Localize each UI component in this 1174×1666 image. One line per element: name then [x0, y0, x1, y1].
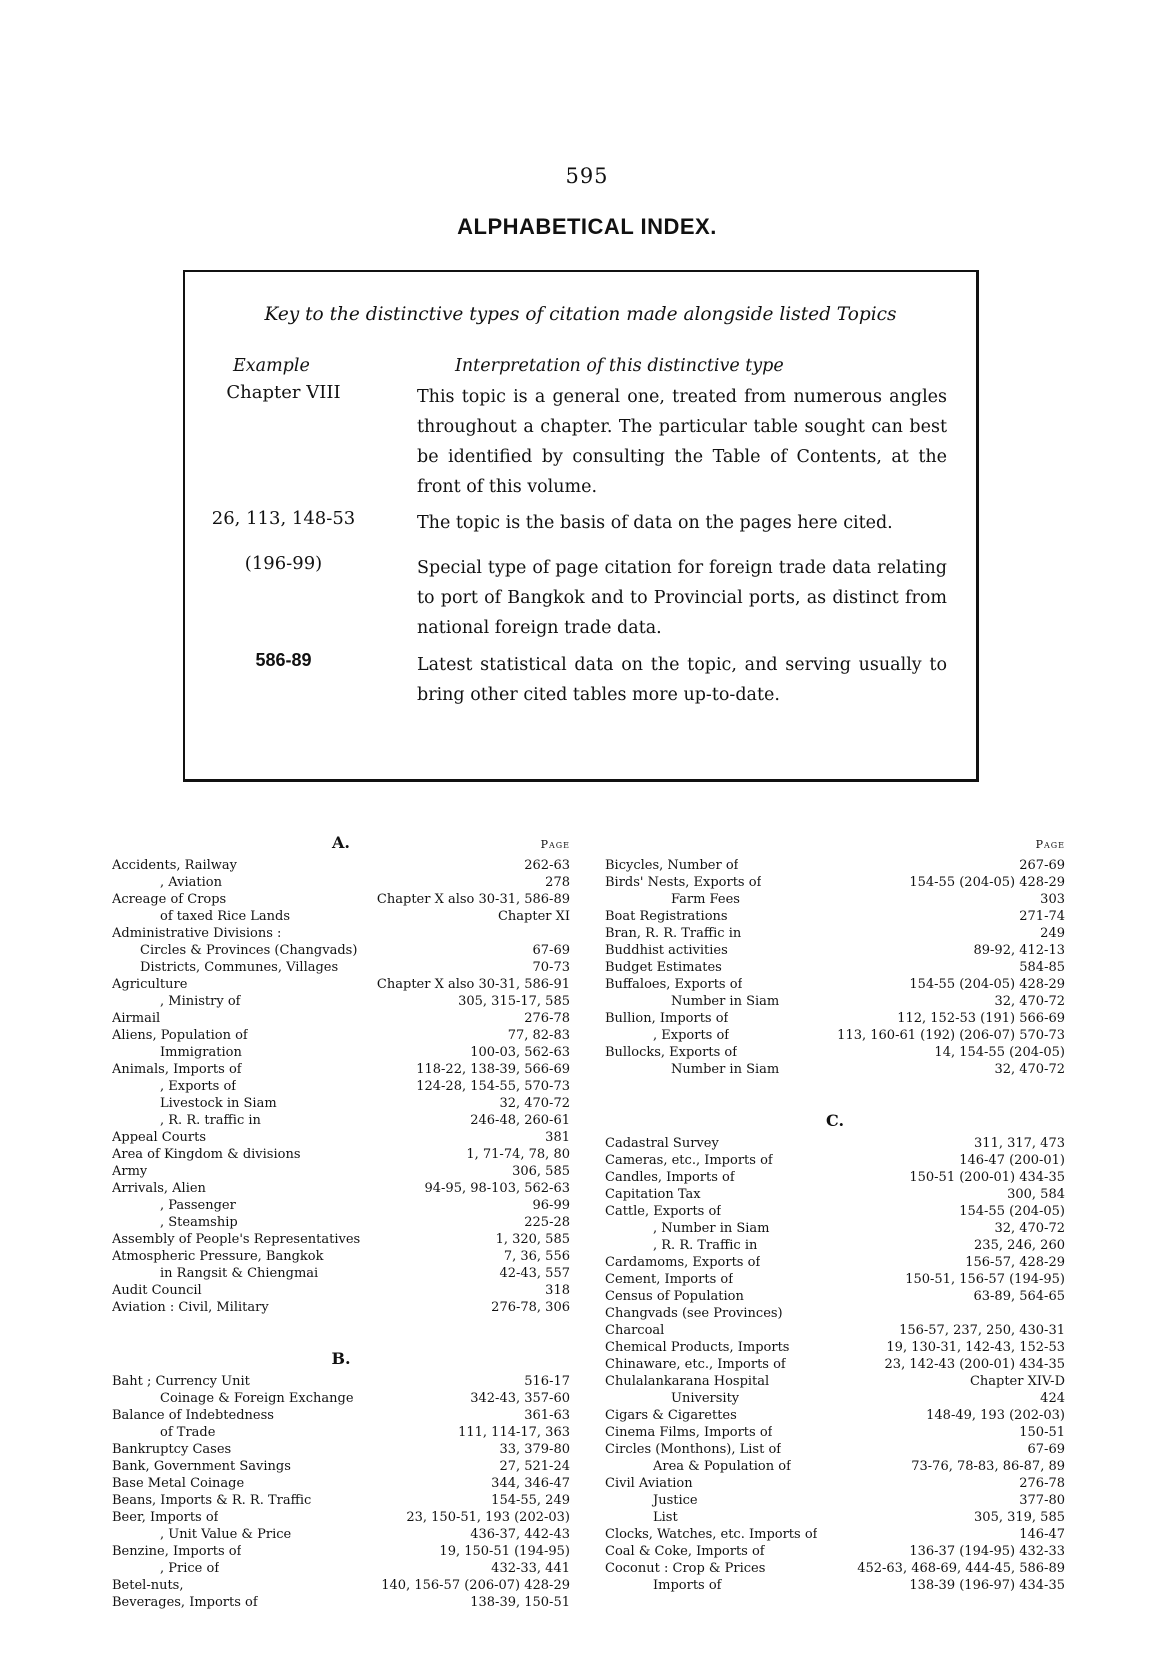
index-entry	[112, 1282, 570, 1299]
page-column-label: Page	[1035, 838, 1065, 851]
index-entry	[605, 1010, 1065, 1027]
index-pages: 377-80	[1019, 1493, 1065, 1508]
index-topic: Bran, R. R. Traffic in	[605, 926, 742, 941]
index-pages: 14, 154-55 (204-05)	[934, 1045, 1065, 1060]
index-pages: 452-63, 468-69, 444-45, 586-89	[857, 1561, 1065, 1576]
index-entry	[112, 857, 570, 874]
index-pages: 303	[1040, 892, 1065, 907]
index-entry	[112, 1407, 570, 1424]
index-list-b	[112, 1373, 570, 1611]
section-letter: C.	[825, 1111, 845, 1130]
index-entry	[605, 1169, 1065, 1186]
index-entry	[112, 1492, 570, 1509]
index-pages: 1, 320, 585	[495, 1232, 570, 1247]
index-entry	[605, 976, 1065, 993]
index-entry	[605, 1509, 1065, 1526]
index-entry	[112, 1475, 570, 1492]
index-entry	[605, 1526, 1065, 1543]
index-pages: 424	[1040, 1391, 1065, 1406]
index-pages: 1, 71-74, 78, 80	[466, 1147, 570, 1162]
index-entry	[112, 1458, 570, 1475]
index-entry	[112, 1112, 570, 1129]
index-topic: of Trade	[160, 1425, 216, 1440]
page-column-label: Page	[540, 838, 570, 851]
key-example: 26, 113, 148-53	[211, 508, 356, 529]
index-pages: 148-49, 193 (202-03)	[926, 1408, 1065, 1423]
index-topic: Balance of Indebtedness	[112, 1408, 274, 1423]
index-topic: Candles, Imports of	[605, 1170, 735, 1185]
index-topic: Assembly of People's Representatives	[112, 1232, 361, 1247]
index-entry	[112, 959, 570, 976]
index-entry	[112, 891, 570, 908]
index-topic: Coconut : Crop & Prices	[605, 1561, 766, 1576]
key-interpretation-header: Interpretation of this distinctive type	[455, 356, 784, 376]
index-pages: 150-51, 156-57 (194-95)	[905, 1272, 1065, 1287]
index-entry	[605, 1271, 1065, 1288]
index-pages: 100-03, 562-63	[470, 1045, 570, 1060]
index-pages: 154-55 (204-05) 428-29	[909, 875, 1065, 890]
key-interpretation: The topic is the basis of data on the pages here cited.	[417, 513, 893, 533]
index-topic: Audit Council	[112, 1283, 202, 1298]
index-topic: , Passenger	[160, 1198, 236, 1213]
index-pages: 138-39, 150-51	[470, 1595, 570, 1610]
index-list-c	[605, 1135, 1065, 1594]
index-topic: Livestock in Siam	[160, 1096, 277, 1111]
index-entry	[605, 942, 1065, 959]
index-pages: 67-69	[532, 943, 570, 958]
index-topic: , R. R. traffic in	[160, 1113, 261, 1128]
section-letter: B.	[331, 1349, 351, 1368]
section-header-c	[605, 1110, 1065, 1135]
index-pages: 276-78	[1019, 1476, 1065, 1491]
index-pages: 150-51	[1019, 1425, 1065, 1440]
index-pages: 89-92, 412-13	[973, 943, 1065, 958]
index-entry	[605, 1560, 1065, 1577]
index-pages: 305, 319, 585	[974, 1510, 1065, 1525]
index-entry	[112, 1180, 570, 1197]
index-pages: 63-89, 564-65	[973, 1289, 1065, 1304]
index-entry	[112, 1163, 570, 1180]
index-entry	[112, 1248, 570, 1265]
index-topic: Cattle, Exports of	[605, 1204, 722, 1219]
index-entry	[112, 1214, 570, 1231]
index-topic: , Price of	[160, 1561, 220, 1576]
index-pages: 225-28	[524, 1215, 570, 1230]
index-entry	[112, 1424, 570, 1441]
index-pages: 154-55 (204-05)	[959, 1204, 1065, 1219]
index-entry	[112, 1197, 570, 1214]
index-entry	[605, 1203, 1065, 1220]
index-pages: 311, 317, 473	[974, 1136, 1065, 1151]
index-topic: Imports of	[653, 1578, 722, 1593]
index-topic: Buffaloes, Exports of	[605, 977, 743, 992]
index-entry	[112, 976, 570, 993]
section-header-b	[112, 1348, 570, 1373]
index-entry	[605, 891, 1065, 908]
key-interpretation: This topic is a general one, treated from numerous angles throughout a chapter. The particular table sought can best be identified by consulting the Table of Contents, at the front of this volume.	[417, 387, 947, 497]
key-example-header: Example	[233, 356, 310, 376]
index-pages: 42-43, 557	[499, 1266, 570, 1281]
index-topic: Betel-nuts,	[112, 1578, 184, 1593]
index-topic: Beer, Imports of	[112, 1510, 219, 1525]
index-column-left	[112, 832, 570, 1611]
key-example: 586-89	[255, 650, 312, 670]
citation-key-box	[183, 270, 979, 782]
index-topic: Administrative Divisions :	[112, 926, 282, 941]
index-topic: Bicycles, Number of	[605, 858, 739, 873]
index-entry	[605, 1339, 1065, 1356]
index-entry	[112, 1265, 570, 1282]
index-entry	[605, 908, 1065, 925]
index-entry	[112, 908, 570, 925]
index-pages: 249	[1040, 926, 1065, 941]
index-entry	[605, 1407, 1065, 1424]
index-entry	[605, 1044, 1065, 1061]
index-pages: 33, 379-80	[499, 1442, 570, 1457]
index-topic: Coinage & Foreign Exchange	[160, 1391, 354, 1406]
index-pages: 146-47	[1019, 1527, 1065, 1542]
index-entry	[605, 1543, 1065, 1560]
index-list-a	[112, 857, 570, 1316]
index-pages: 361-63	[524, 1408, 570, 1423]
index-pages: 516-17	[524, 1374, 570, 1389]
index-pages: 32, 470-72	[994, 1221, 1065, 1236]
index-topic: Animals, Imports of	[112, 1062, 242, 1077]
index-pages: 77, 82-83	[507, 1028, 570, 1043]
index-topic: , Unit Value & Price	[160, 1527, 292, 1542]
index-entry	[605, 1152, 1065, 1169]
index-pages: 156-57, 237, 250, 430-31	[899, 1323, 1065, 1338]
index-topic: Birds' Nests, Exports of	[605, 875, 762, 890]
index-pages: 156-57, 428-29	[965, 1255, 1065, 1270]
index-pages	[564, 925, 570, 942]
index-entry	[605, 1577, 1065, 1594]
index-pages: 235, 246, 260	[974, 1238, 1065, 1253]
key-interpretation: Special type of page citation for foreign trade data relating to port of Bangkok and to Provincial ports, as distinct from national foreign trade data.	[417, 558, 947, 638]
index-topic: Agriculture	[112, 977, 188, 992]
index-topic: Cement, Imports of	[605, 1272, 734, 1287]
index-topic: Baht ; Currency Unit	[112, 1374, 250, 1389]
index-entry	[112, 1010, 570, 1027]
index-topic: Immigration	[160, 1045, 242, 1060]
index-topic: Bank, Government Savings	[112, 1459, 291, 1474]
index-topic: Area & Population of	[653, 1459, 791, 1474]
index-topic: Charcoal	[605, 1323, 665, 1338]
index-pages: 262-63	[524, 858, 570, 873]
index-topic: Arrivals, Alien	[112, 1181, 206, 1196]
index-pages: 154-55 (204-05) 428-29	[909, 977, 1065, 992]
index-topic: Civil Aviation	[605, 1476, 693, 1491]
index-pages: 140, 156-57 (206-07) 428-29	[381, 1578, 570, 1593]
index-entry	[112, 874, 570, 891]
index-pages: 32, 470-72	[994, 1062, 1065, 1077]
index-entry	[605, 874, 1065, 891]
index-pages: 276-78	[524, 1011, 570, 1026]
index-pages: Chapter XIV-D	[969, 1374, 1065, 1389]
index-pages: 278	[545, 875, 570, 890]
index-topic: , Exports of	[653, 1028, 730, 1043]
index-topic: Buddhist activities	[605, 943, 728, 958]
index-pages: 67-69	[1027, 1442, 1065, 1457]
index-topic: Bullocks, Exports of	[605, 1045, 738, 1060]
index-topic: , Aviation	[160, 875, 222, 890]
index-entry	[112, 1441, 570, 1458]
index-entry	[605, 1220, 1065, 1237]
index-pages: 276-78, 306	[491, 1300, 570, 1315]
index-pages: 154-55, 249	[491, 1493, 570, 1508]
index-entry	[605, 1135, 1065, 1152]
index-topic: List	[653, 1510, 678, 1525]
index-topic: in Rangsit & Chiengmai	[160, 1266, 319, 1281]
index-pages: 113, 160-61 (192) (206-07) 570-73	[837, 1028, 1065, 1043]
index-entry	[605, 1373, 1065, 1390]
index-entry	[112, 1027, 570, 1044]
index-topic: Number in Siam	[671, 994, 780, 1009]
index-pages: 94-95, 98-103, 562-63	[424, 1181, 570, 1196]
index-entry	[112, 1526, 570, 1543]
index-topic: Bankruptcy Cases	[112, 1442, 232, 1457]
index-pages: 70-73	[532, 960, 570, 975]
index-pages: 73-76, 78-83, 86-87, 89	[911, 1459, 1065, 1474]
index-pages: 300, 584	[1007, 1187, 1065, 1202]
index-pages: 344, 346-47	[491, 1476, 570, 1491]
index-pages: 246-48, 260-61	[470, 1113, 570, 1128]
index-topic: Chinaware, etc., Imports of	[605, 1357, 786, 1372]
index-entry	[112, 1231, 570, 1248]
index-entry	[112, 1390, 570, 1407]
index-entry	[112, 1543, 570, 1560]
key-interpretation: Latest statistical data on the topic, and serving usually to bring other cited tables more up-to-date.	[417, 655, 947, 705]
index-pages: 32, 470-72	[994, 994, 1065, 1009]
index-pages: 118-22, 138-39, 566-69	[416, 1062, 570, 1077]
index-pages: 432-33, 441	[491, 1561, 570, 1576]
index-entry	[605, 925, 1065, 942]
index-pages: 342-43, 357-60	[470, 1391, 570, 1406]
index-entry	[605, 1356, 1065, 1373]
index-topic: , Number in Siam	[653, 1221, 770, 1236]
index-pages: Chapter X also 30-31, 586-89	[376, 892, 570, 907]
index-topic: Benzine, Imports of	[112, 1544, 242, 1559]
index-topic: Circles & Provinces (Changvads)	[140, 943, 358, 958]
index-entry	[605, 1061, 1065, 1078]
index-topic: University	[671, 1391, 740, 1406]
index-topic: Cameras, etc., Imports of	[605, 1153, 773, 1168]
index-topic: Capitation Tax	[605, 1187, 701, 1202]
index-pages: 267-69	[1019, 858, 1065, 873]
index-topic: Chemical Products, Imports	[605, 1340, 790, 1355]
index-pages: 19, 150-51 (194-95)	[439, 1544, 570, 1559]
index-pages: 23, 142-43 (200-01) 434-35	[884, 1357, 1065, 1372]
index-pages: 306, 585	[512, 1164, 570, 1179]
index-entry	[112, 1577, 570, 1594]
index-pages: 23, 150-51, 193 (202-03)	[406, 1510, 570, 1525]
index-topic: Aviation : Civil, Military	[112, 1300, 269, 1315]
index-entry	[605, 1424, 1065, 1441]
index-entry	[605, 1441, 1065, 1458]
index-entry	[605, 1492, 1065, 1509]
section-header-a	[112, 832, 570, 857]
index-topic: Atmospheric Pressure, Bangkok	[112, 1249, 324, 1264]
index-pages	[1059, 1305, 1065, 1322]
index-topic: Beverages, Imports of	[112, 1595, 258, 1610]
index-column-right	[605, 832, 1065, 1594]
index-entry	[605, 1288, 1065, 1305]
index-pages: Chapter X also 30-31, 586-91	[376, 977, 570, 992]
index-topic: Cigars & Cigarettes	[605, 1408, 737, 1423]
index-entry	[605, 1254, 1065, 1271]
index-list-b-continued	[605, 857, 1065, 1078]
page-title: ALPHABETICAL INDEX.	[457, 214, 717, 239]
index-topic: , Exports of	[160, 1079, 237, 1094]
index-topic: Base Metal Coinage	[112, 1476, 245, 1491]
page-number: 595	[565, 164, 609, 188]
index-pages: 96-99	[532, 1198, 570, 1213]
index-entry	[605, 857, 1065, 874]
index-pages: 27, 521-24	[499, 1459, 570, 1474]
index-pages: 19, 130-31, 142-43, 152-53	[886, 1340, 1065, 1355]
index-pages: 150-51 (200-01) 434-35	[909, 1170, 1065, 1185]
index-topic: Area of Kingdom & divisions	[112, 1147, 301, 1162]
index-pages: 7, 36, 556	[503, 1249, 570, 1264]
key-example: (196-99)	[244, 553, 323, 574]
index-pages: 111, 114-17, 363	[458, 1425, 570, 1440]
index-entry	[112, 1078, 570, 1095]
index-topic: , Ministry of	[160, 994, 241, 1009]
key-title: Key to the distinctive types of citation made alongside listed Topics	[264, 304, 897, 325]
index-topic: Appeal Courts	[112, 1130, 207, 1145]
index-entry	[112, 1560, 570, 1577]
index-entry	[112, 1146, 570, 1163]
index-pages: Chapter XI	[497, 909, 570, 924]
index-topic: Justice	[653, 1493, 698, 1508]
index-entry	[112, 942, 570, 959]
index-topic: Coal & Coke, Imports of	[605, 1544, 765, 1559]
page-column-header	[605, 832, 1065, 857]
index-topic: , R. R. Traffic in	[653, 1238, 758, 1253]
index-topic: Clocks, Watches, etc. Imports of	[605, 1527, 818, 1542]
index-entry	[605, 1305, 1065, 1322]
index-entry	[605, 1475, 1065, 1492]
index-entry	[112, 1129, 570, 1146]
index-pages: 124-28, 154-55, 570-73	[416, 1079, 570, 1094]
index-topic: of taxed Rice Lands	[160, 909, 291, 924]
index-topic: Number in Siam	[671, 1062, 780, 1077]
index-entry	[112, 1095, 570, 1112]
index-pages: 136-37 (194-95) 432-33	[909, 1544, 1065, 1559]
index-topic: Districts, Communes, Villages	[140, 960, 339, 975]
key-example: Chapter VIII	[226, 382, 341, 403]
index-entry	[112, 1299, 570, 1316]
index-entry	[112, 1373, 570, 1390]
index-pages: 138-39 (196-97) 434-35	[909, 1578, 1065, 1593]
index-pages: 318	[545, 1283, 570, 1298]
index-entry	[605, 993, 1065, 1010]
index-topic: , Steamship	[160, 1215, 238, 1230]
index-entry	[605, 1390, 1065, 1407]
index-topic: Changvads (see Provinces)	[605, 1306, 783, 1321]
index-topic: Boat Registrations	[605, 909, 728, 924]
index-topic: Acreage of Crops	[112, 892, 227, 907]
index-entry	[112, 925, 570, 942]
index-entry	[112, 1044, 570, 1061]
index-topic: Farm Fees	[671, 892, 740, 907]
index-entry	[605, 1237, 1065, 1254]
index-topic: Budget Estimates	[605, 960, 722, 975]
index-topic: Accidents, Railway	[112, 858, 238, 873]
index-topic: Cardamoms, Exports of	[605, 1255, 761, 1270]
index-pages: 584-85	[1019, 960, 1065, 975]
index-topic: Beans, Imports & R. R. Traffic	[112, 1493, 312, 1508]
section-letter: A.	[332, 833, 350, 852]
index-topic: Bullion, Imports of	[605, 1011, 729, 1026]
index-entry	[605, 959, 1065, 976]
index-entry	[112, 1594, 570, 1611]
index-pages: 305, 315-17, 585	[458, 994, 570, 1009]
index-entry	[605, 1458, 1065, 1475]
index-entry	[112, 993, 570, 1010]
index-topic: Chulalankarana Hospital	[605, 1374, 770, 1389]
index-topic: Circles (Monthons), List of	[605, 1442, 782, 1457]
index-topic: Airmail	[112, 1011, 161, 1026]
index-entry	[605, 1027, 1065, 1044]
index-pages: 381	[545, 1130, 570, 1145]
index-topic: Census of Population	[605, 1289, 744, 1304]
index-pages: 146-47 (200-01)	[959, 1153, 1065, 1168]
index-topic: Aliens, Population of	[112, 1028, 248, 1043]
index-topic: Army	[112, 1164, 148, 1179]
index-topic: Cinema Films, Imports of	[605, 1425, 773, 1440]
index-pages: 436-37, 442-43	[470, 1527, 570, 1542]
index-entry	[112, 1509, 570, 1526]
index-entry	[605, 1322, 1065, 1339]
index-pages: 271-74	[1019, 909, 1065, 924]
index-topic: Cadastral Survey	[605, 1136, 719, 1151]
index-pages: 112, 152-53 (191) 566-69	[897, 1011, 1065, 1026]
index-entry	[112, 1061, 570, 1078]
index-pages: 32, 470-72	[499, 1096, 570, 1111]
index-entry	[605, 1186, 1065, 1203]
